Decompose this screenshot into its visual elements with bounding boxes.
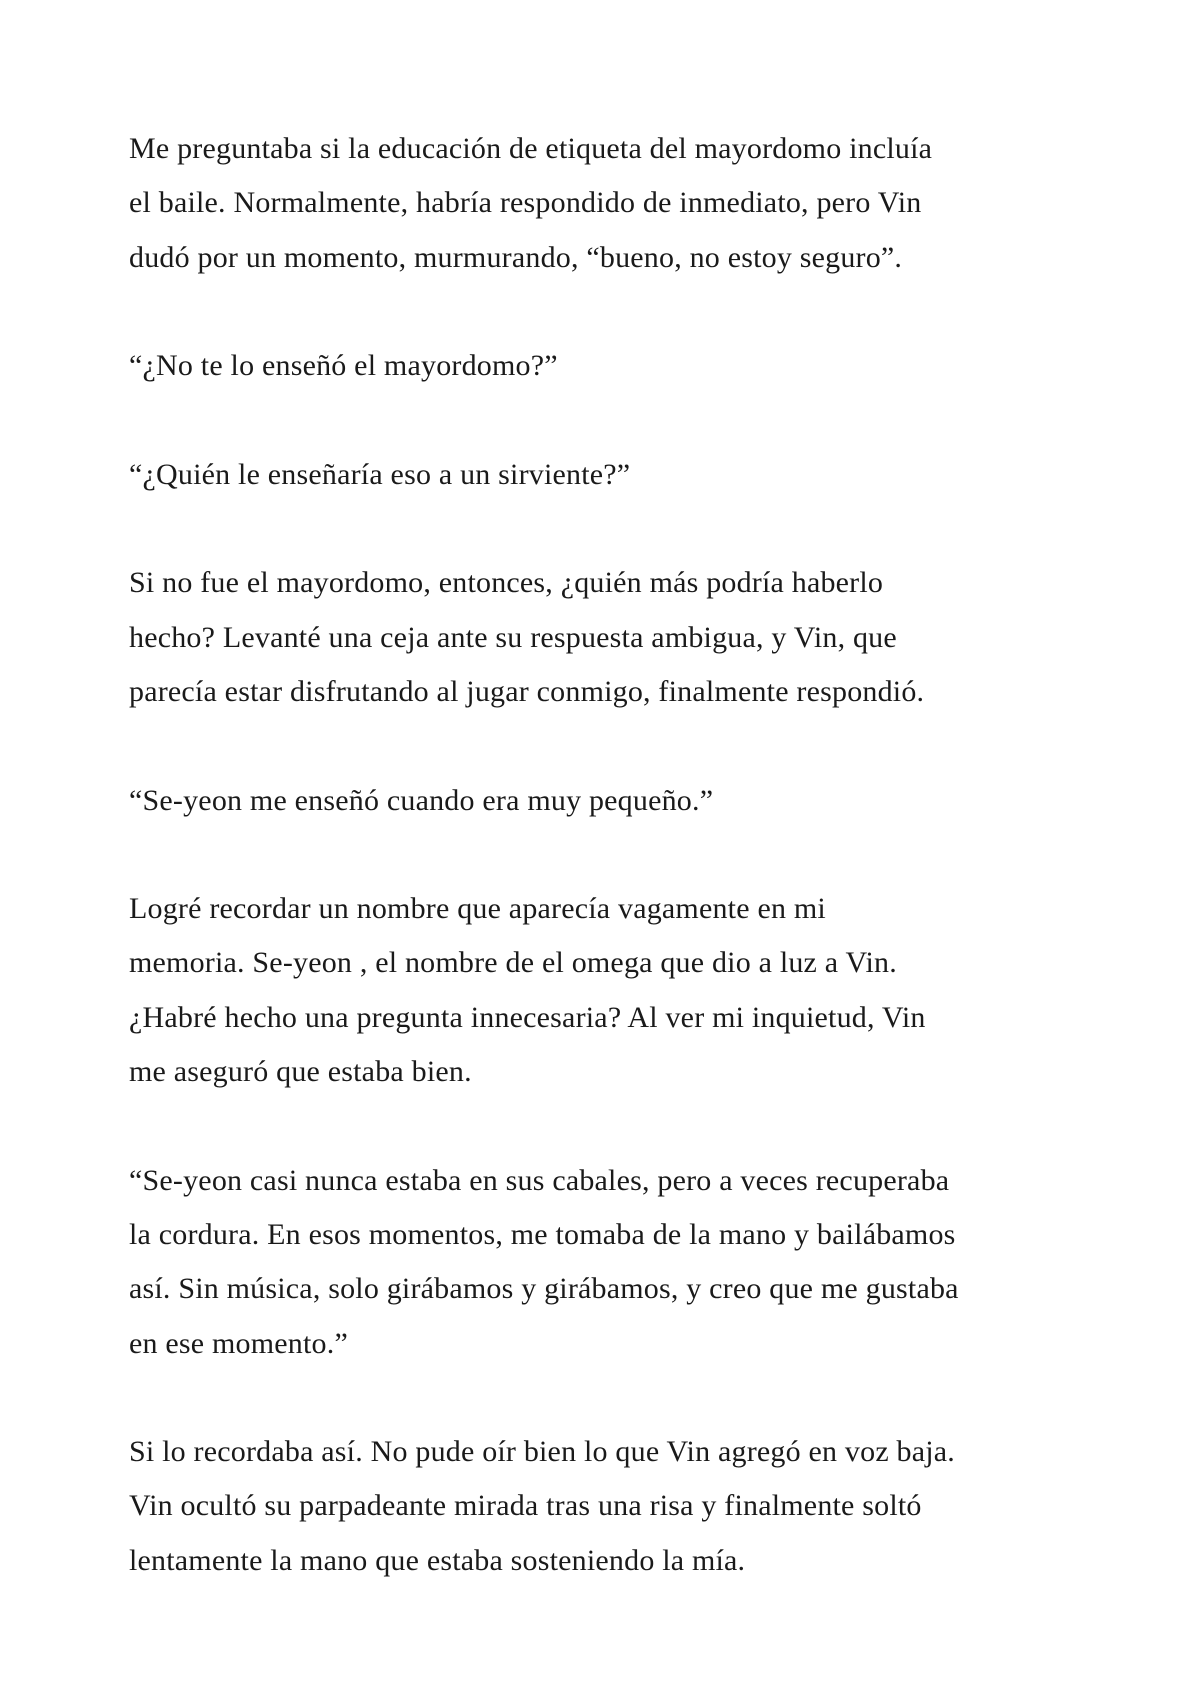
text-line: así. Sin música, solo girábamos y girábamos, y creo que me gustaba [129,1272,959,1306]
text-line: me aseguró que estaba bien. [129,1055,472,1089]
text-line: Si lo recordaba así. No pude oír bien lo que Vin agregó en voz baja. [129,1435,956,1469]
text-line: Si no fue el mayordomo, entonces, ¿quién más podría haberlo [129,566,884,600]
text-line: “Se-yeon casi nunca estaba en sus cabales, pero a veces recuperaba [129,1163,950,1197]
dialogue-paragraph [129,1154,1129,1371]
document-page [129,122,1129,1642]
text-line: Me preguntaba si la educación de etiqueta del mayordomo incluía [129,132,933,165]
text-line: parecía estar disfrutando al jugar conmigo, finalmente respondió. [129,674,925,708]
paragraph [129,122,1129,285]
text-line: “¿Quién le enseñaría eso a un sirviente?” [129,457,631,491]
text-line: Vin ocultó su parpadeante mirada tras una risa y finalmente soltó [129,1489,922,1523]
dialogue-paragraph [129,774,1129,828]
text-line: “Se-yeon me enseñó cuando era muy pequeño.” [129,783,714,817]
paragraph [129,1425,1129,1588]
text-line: dudó por un momento, murmurando, “bueno, no estoy seguro”. [129,240,903,274]
text-line: ¿Habré hecho una pregunta innecesaria? Al ver mi inquietud, Vin [129,1000,926,1034]
dialogue-paragraph [129,339,1129,393]
text-line: la cordura. En esos momentos, me tomaba de la mano y bailábamos [129,1217,956,1251]
dialogue-paragraph [129,448,1129,502]
text-line: memoria. Se-yeon , el nombre de el omega que dio a luz a Vin. [129,946,897,980]
text-line: Logré recordar un nombre que aparecía vagamente en mi [129,892,826,926]
paragraph [129,882,1129,1099]
text-line: el baile. Normalmente, habría respondido de inmediato, pero Vin [129,186,922,220]
paragraph [129,556,1129,719]
text-line: hecho? Levanté una ceja ante su respuesta ambigua, y Vin, que [129,620,897,654]
text-line: “¿No te lo enseñó el mayordomo?” [129,349,558,383]
text-line: lentamente la mano que estaba sosteniendo la mía. [129,1543,746,1577]
text-line: en ese momento.” [129,1326,348,1360]
